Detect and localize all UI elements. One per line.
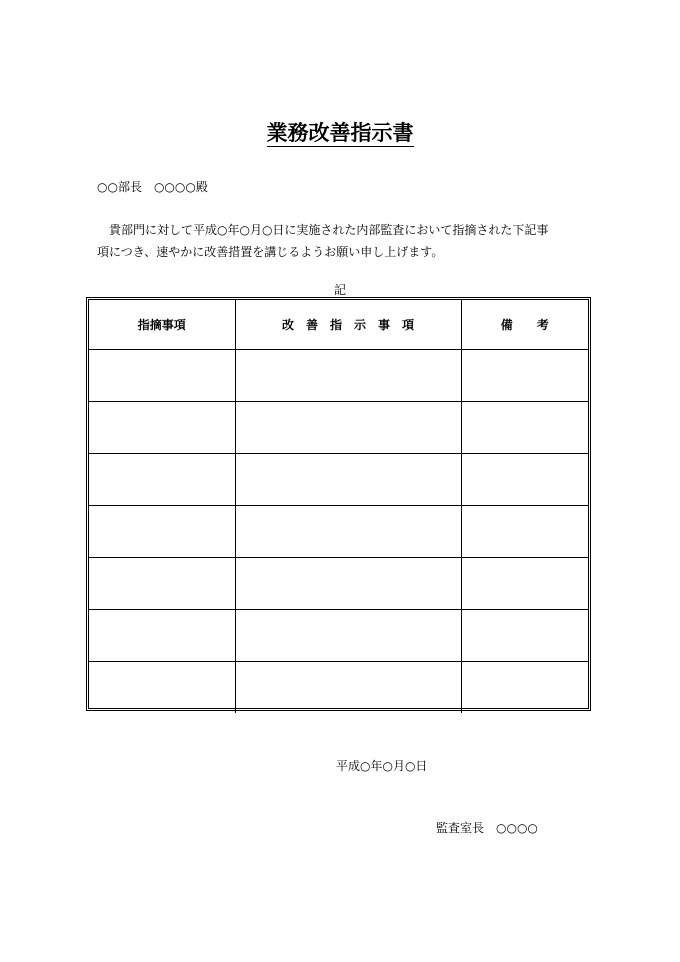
header-remarks: 備 考 [461, 300, 588, 350]
table-cell [461, 402, 588, 454]
table-cell [461, 506, 588, 558]
table-cell [235, 402, 461, 454]
table-row [89, 402, 588, 454]
table-cell [89, 454, 235, 506]
table-row [89, 350, 588, 402]
table-row [89, 662, 588, 714]
table-cell [89, 558, 235, 610]
table-cell [89, 350, 235, 402]
table-row [89, 558, 588, 610]
signer: 監査室長 ○○○○ [436, 821, 538, 835]
document-title [0, 120, 680, 147]
body-line: 貴部門に対して平成○年○月○日に実施された内部監査において指摘された下記事 [97, 223, 549, 237]
body-line: 項につき、速やかに改善措置を講じるようお願い申し上げます。 [97, 245, 444, 259]
header-instructions: 改 善 指 示 事 項 [235, 300, 461, 350]
body-text [97, 219, 597, 263]
instruction-table [86, 297, 591, 711]
table-cell [89, 610, 235, 662]
table-cell [89, 402, 235, 454]
addressee: ○○部長 ○○○○殿 [97, 180, 208, 194]
header-findings: 指摘事項 [89, 300, 235, 350]
table-cell [235, 350, 461, 402]
table-row [89, 454, 588, 506]
table-cell [461, 662, 588, 714]
table-row [89, 610, 588, 662]
document-title-text: 業務改善指示書 [266, 120, 414, 145]
table-cell [235, 558, 461, 610]
table-header-row [89, 300, 588, 350]
table-cell [235, 610, 461, 662]
table-cell [89, 662, 235, 714]
table-cell [461, 610, 588, 662]
table-cell [235, 662, 461, 714]
ki-heading: 記 [333, 283, 346, 297]
table-cell [461, 558, 588, 610]
table-cell [461, 350, 588, 402]
issue-date: 平成○年○月○日 [336, 759, 428, 773]
table-row [89, 506, 588, 558]
table-cell [235, 506, 461, 558]
table-cell [461, 454, 588, 506]
table-cell [235, 454, 461, 506]
table-cell [89, 506, 235, 558]
